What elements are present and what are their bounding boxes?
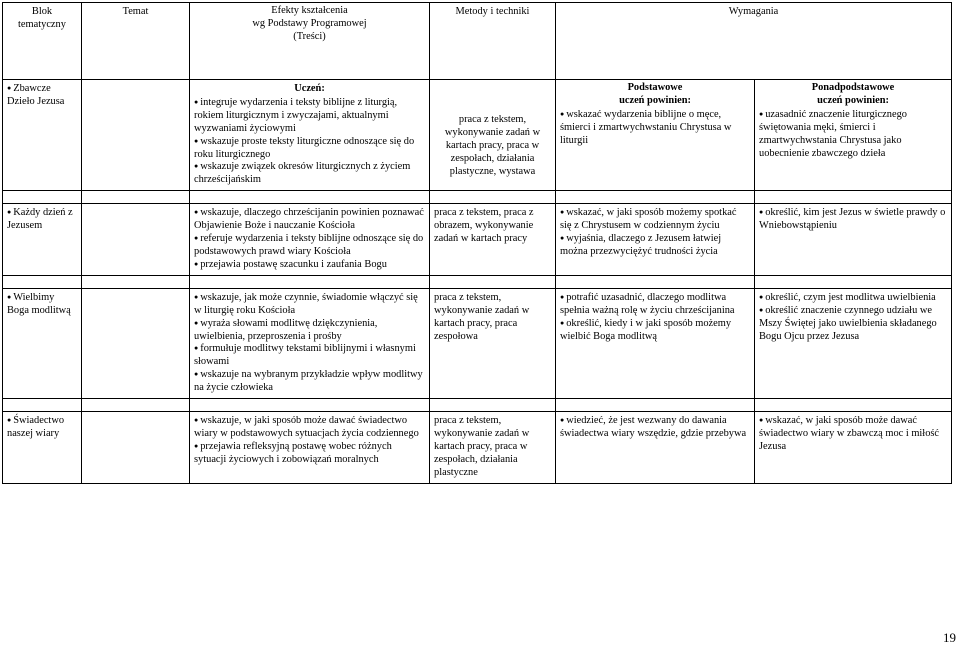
metody-text: praca z tekstem, wykonywanie zadań w kartach pracy, praca w zespołach, działania plastyczne (434, 415, 530, 478)
header-efekty-ksztalcenia (190, 3, 430, 80)
list-item: ● wskazuje, jak może czynnie, świadomie włączyć się w liturgię roku Kościoła (194, 292, 425, 318)
list-item: ● integruje wydarzenia i teksty biblijne z liturgią, rokiem liturgicznym i zwyczajami, aktualnymi wyzwaniami życiowymi (194, 97, 425, 136)
topic-name: Każdy dzień z Jezusem (7, 207, 73, 232)
list-item: ● określić, kiedy i w jaki sposób możemy wielbić Boga modlitwą (560, 318, 750, 344)
list-item: ● wskazuje na wybranym przykładzie wpływ modlitwy na życie człowieka (194, 369, 425, 395)
metody-text: praca z tekstem, praca z obrazem, wykonywanie zadań w kartach pracy (434, 207, 534, 245)
header-blok-tematyczny: Blok tematyczny (3, 3, 82, 80)
list-item: ● wskazać, w jaki sposób może dawać świadectwo wiary w zbawczą moc i miłość Jezusa (759, 415, 947, 454)
header-metody-i-techniki: Metody i techniki (430, 3, 556, 80)
list-item: ● uzasadnić znaczenie liturgicznego świętowania męki, śmierci i zmartwychwstania Chrystusa jako uobecnienie zbawczego dzieła (759, 109, 947, 161)
podstawowe-cell (556, 412, 755, 484)
topic-cell (3, 204, 82, 276)
efekty-cell (190, 204, 430, 276)
list-item: ● wskazać wydarzenia biblijne o męce, śmierci i zmartwychwstaniu Chrystusa w liturgii (560, 109, 750, 148)
topic-cell (3, 80, 82, 191)
efekty-cell (190, 412, 430, 484)
efekty-cell (190, 288, 430, 398)
empty-temat-cell (82, 80, 190, 191)
curriculum-table (2, 2, 952, 484)
row-spacer (3, 399, 952, 412)
podstawowe-cell (556, 204, 755, 276)
topic-name: Wielbimy Boga modlitwą (7, 291, 71, 316)
header-wymagania: Wymagania (556, 3, 952, 80)
metody-cell (430, 80, 556, 191)
topic-name: Zbawcze Dzieło Jezusa (7, 83, 65, 107)
ponadpodstawowe-cell (755, 80, 952, 191)
ponadpodstawowe-header: Ponadpodstawowe uczeń powinien: (811, 82, 895, 106)
list-item: ● określić, kim jest Jezus w świetle prawdy o Wniebowstąpieniu (759, 207, 947, 233)
ponadpodstawowe-cell (755, 412, 952, 484)
row-spacer (3, 275, 952, 288)
header-efekty-line3: (Treści) (293, 30, 326, 42)
list-item: ● wskazuje, dlaczego chrześcijanin powinien poznawać Objawienie Boże i nauczanie Kościoła (194, 207, 425, 233)
list-item: ● wskazuje związek okresów liturgicznych z życiem chrześcijańskim (194, 161, 425, 187)
list-item: ● przejawia postawę szacunku i zaufania Bogu (194, 259, 425, 272)
list-item: ● wskazuje, w jaki sposób może dawać świadectwo wiary w podstawowych sytuacjach życia codziennego (194, 415, 425, 441)
uczen-label: Uczeń: (294, 83, 325, 94)
list-item: ● przejawia refleksyjną postawę wobec różnych sytuacji życiowych i zobowiązań moralnych (194, 441, 425, 467)
row-spacer (3, 191, 952, 204)
empty-temat-cell (82, 204, 190, 276)
empty-temat-cell (82, 288, 190, 398)
metody-text: praca z tekstem, wykonywanie zadań w kartach pracy, praca w zespołach, działania plastyczne, wystawa (444, 114, 541, 177)
list-item: ● określić znaczenie czynnego udziału we Mszy Świętej jako uwielbienia składanego Bogu Ojcu przez Jezusa (759, 305, 947, 344)
table-row (3, 412, 952, 484)
list-item: ● określić, czym jest modlitwa uwielbienia (759, 292, 947, 305)
topic-cell (3, 412, 82, 484)
efekty-cell (190, 80, 430, 191)
podstawowe-header: Podstawowe uczeń powinien: (619, 82, 691, 106)
header-row-1 (3, 3, 952, 80)
header-efekty-line1: Efekty kształcenia (271, 5, 348, 16)
table-row (3, 80, 952, 191)
table-row (3, 204, 952, 276)
list-item: ● wyjaśnia, dlaczego z Jezusem łatwiej można przezwyciężyć trudności życia (560, 233, 750, 259)
topic-name: Świadectwo naszej wiary (7, 415, 65, 439)
list-item: ● wyraża słowami modlitwę dziękczynienia, uwielbienia, przeproszenia i prośby (194, 318, 425, 344)
list-item: ● referuje wydarzenia i teksty biblijne odnoszące się do podstawowych prawd wiary Kościoła (194, 233, 425, 259)
list-item: ● wskazuje proste teksty liturgiczne odnoszące się do roku liturgicznego (194, 136, 425, 162)
list-item: ● wiedzieć, że jest wezwany do dawania świadectwa wiary wszędzie, gdzie przebywa (560, 415, 750, 441)
ponadpodstawowe-cell (755, 288, 952, 398)
topic-cell (3, 288, 82, 398)
metody-cell (430, 204, 556, 276)
ponadpodstawowe-cell (755, 204, 952, 276)
list-item: ● potrafić uzasadnić, dlaczego modlitwa spełnia ważną rolę w życiu chrześcijanina (560, 292, 750, 318)
page-number: 19 (943, 630, 956, 645)
header-efekty-line2: wg Podstawy Programowej (252, 17, 367, 29)
list-item: ● formułuje modlitwy tekstami biblijnymi i własnymi słowami (194, 343, 425, 369)
header-temat: Temat (82, 3, 190, 80)
podstawowe-cell (556, 80, 755, 191)
table-row (3, 288, 952, 398)
podstawowe-cell (556, 288, 755, 398)
list-item: ● wskazać, w jaki sposób możemy spotkać się z Chrystusem w codziennym życiu (560, 207, 750, 233)
metody-text: praca z tekstem, wykonywanie zadań w kartach pracy, praca zespołowa (434, 291, 530, 342)
empty-temat-cell (82, 412, 190, 484)
metody-cell (430, 288, 556, 398)
metody-cell (430, 412, 556, 484)
